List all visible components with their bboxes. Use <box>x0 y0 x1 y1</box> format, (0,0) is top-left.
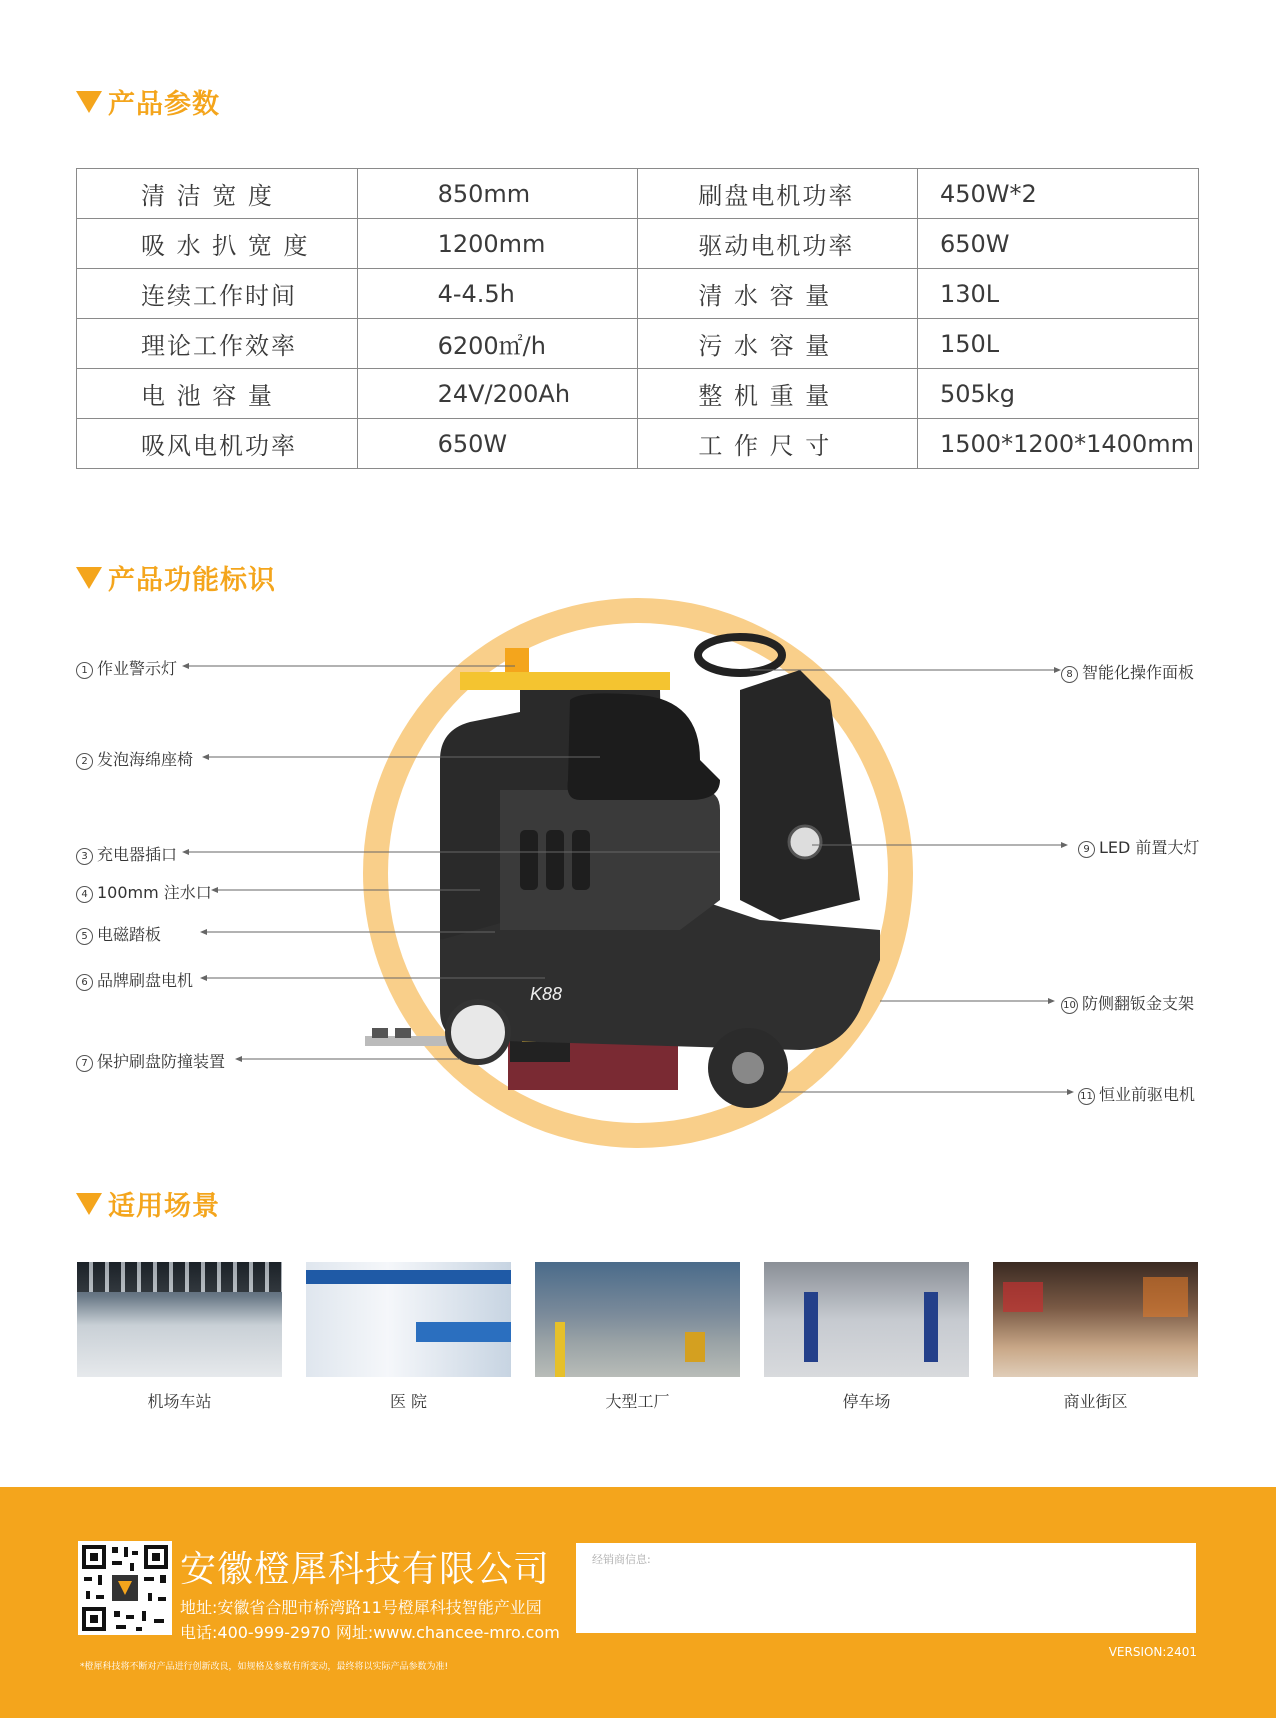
scene-image-hospital <box>306 1262 511 1377</box>
spec-label: 污 水 容 量 <box>638 319 918 369</box>
led-headlight <box>789 826 821 858</box>
qr-code-icon <box>78 1541 172 1635</box>
spec-value: 650W <box>357 419 638 469</box>
tank-lid <box>460 672 670 690</box>
scene-card: 医 院 <box>306 1262 511 1412</box>
spec-value: 505kg <box>917 369 1198 419</box>
rear-wheel <box>448 1002 508 1062</box>
feature-label-11: 11 恒业前驱电机 <box>1078 1082 1195 1105</box>
version-label: VERSION:2401 <box>1108 1645 1197 1659</box>
scene-card: 商业街区 <box>993 1262 1198 1412</box>
feature-label-2: 2 发泡海绵座椅 <box>76 747 193 770</box>
scene-card: 停车场 <box>764 1262 969 1412</box>
spec-label: 清 水 容 量 <box>638 269 918 319</box>
front-column <box>740 670 860 920</box>
spec-label: 整 机 重 量 <box>638 369 918 419</box>
spec-label: 连续工作时间 <box>77 269 358 319</box>
steering-wheel <box>698 637 782 673</box>
spec-value: 650W <box>917 219 1198 269</box>
params-section-title: 产品参数 <box>76 82 220 121</box>
spec-value: 6200㎡/h <box>357 319 638 369</box>
spec-value: 1500*1200*1400mm <box>917 419 1198 469</box>
feature-label-4: 4 100mm 注水口 <box>76 880 212 903</box>
spec-value: 4-4.5h <box>357 269 638 319</box>
spec-value: 1200mm <box>357 219 638 269</box>
seat <box>568 693 721 800</box>
company-contact: 电话:400-999-2970 网址:www.chancee-mro.com <box>180 1623 560 1642</box>
company-address: 地址:安徽省合肥市桥湾路11号橙犀科技智能产业园 <box>180 1598 542 1617</box>
scene-card: 大型工厂 <box>535 1262 740 1412</box>
spec-label: 清 洁 宽 度 <box>77 169 358 219</box>
spec-label: 驱动电机功率 <box>638 219 918 269</box>
scene-image-commercial-street <box>993 1262 1198 1377</box>
spec-label: 吸风电机功率 <box>77 419 358 469</box>
spec-value: 450W*2 <box>917 169 1198 219</box>
disclaimer: *橙犀科技将不断对产品进行创新改良，如规格及参数有所变动，最终将以实际产品参数为准! <box>80 1662 449 1672</box>
spec-value: 150L <box>917 319 1198 369</box>
model-badge: K88 <box>530 984 563 1004</box>
scene-card: 机场车站 <box>77 1262 282 1412</box>
scene-image-parking <box>764 1262 969 1377</box>
scenes-section-title: 适用场景 <box>76 1184 220 1223</box>
footer <box>0 1487 1276 1718</box>
scene-image-airport <box>77 1262 282 1377</box>
spec-label: 吸 水 扒 宽 度 <box>77 219 358 269</box>
feature-label-5: 5 电磁踏板 <box>76 922 161 945</box>
spec-value: 130L <box>917 269 1198 319</box>
spec-label: 工 作 尺 寸 <box>638 419 918 469</box>
spec-value: 850mm <box>357 169 638 219</box>
spec-value: 24V/200Ah <box>357 369 638 419</box>
dealer-label: 经销商信息: <box>592 1553 651 1566</box>
feature-label-9: 9 LED 前置大灯 <box>1078 835 1199 858</box>
spec-label: 电 池 容 量 <box>77 369 358 419</box>
feature-label-10: 10 防侧翻钣金支架 <box>1061 991 1194 1014</box>
features-section-title: 产品功能标识 <box>76 558 276 597</box>
spec-label: 刷盘电机功率 <box>638 169 918 219</box>
feature-label-6: 6 品牌刷盘电机 <box>76 968 193 991</box>
feature-label-3: 3 充电器插口 <box>76 842 177 865</box>
feature-label-8: 8 智能化操作面板 <box>1061 660 1194 683</box>
feature-label-1: 1 作业警示灯 <box>76 656 177 679</box>
triangle-icon <box>76 1193 102 1215</box>
feature-label-7: 7 保护刷盘防撞装置 <box>76 1049 225 1072</box>
company-name: 安徽橙犀科技有限公司 <box>180 1549 551 1590</box>
spec-label: 理论工作效率 <box>77 319 358 369</box>
dealer-info-box <box>576 1543 1196 1633</box>
scene-image-factory <box>535 1262 740 1377</box>
warning-light <box>505 648 529 672</box>
